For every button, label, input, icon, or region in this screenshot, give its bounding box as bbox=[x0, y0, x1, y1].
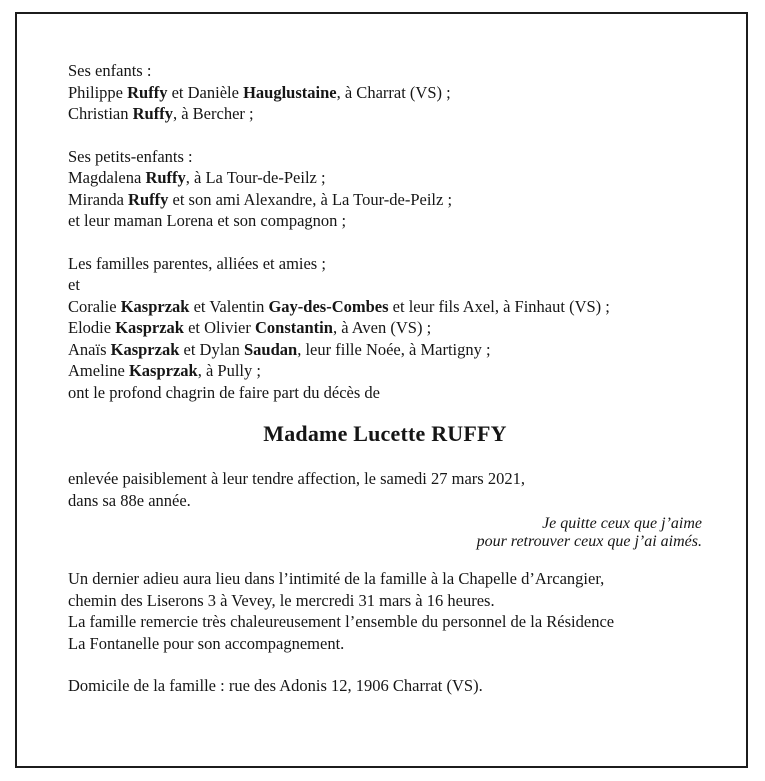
notice-line bbox=[68, 468, 702, 490]
notice-text: Un dernier adieu aura lieu dans l’intimité de la famille à la Chapelle d’Arcangier, bbox=[68, 569, 605, 588]
notice-text: enlevée paisiblement à leur tendre affection, le samedi 27 mars 2021, bbox=[68, 469, 525, 488]
notice-text: Ses enfants : bbox=[68, 61, 152, 80]
notice-line bbox=[68, 274, 702, 296]
notice-text: Anaïs bbox=[68, 339, 111, 359]
notice-text: , à La Tour-de-Peilz ; bbox=[185, 168, 326, 187]
notice-line bbox=[68, 611, 702, 633]
surname-bold-text: Kasprzak bbox=[110, 339, 180, 359]
notice-text: chemin des Liserons 3 à Vevey, le mercredi 31 mars à 16 heures. bbox=[68, 590, 495, 610]
notice-text: Magdalena bbox=[68, 168, 146, 187]
notice-text: , leur fille Noée, à Martigny ; bbox=[297, 339, 491, 359]
quote-line: pour retrouver ceux que j’ai aimés. bbox=[476, 533, 702, 550]
notice-text: Domicile de la famille : rue des Adonis 12, 1906 Charrat (VS). bbox=[68, 676, 483, 695]
surname-bold-text: Gay-des-Combes bbox=[268, 296, 389, 316]
notice-text: La Fontanelle pour son accompagnement. bbox=[68, 633, 345, 653]
notice-text: Philippe bbox=[68, 82, 128, 102]
notice-line bbox=[68, 189, 702, 211]
notice-line bbox=[68, 82, 702, 104]
surname-bold-text: Kasprzak bbox=[115, 318, 184, 337]
notice-line bbox=[68, 317, 702, 339]
notice-text: Ses petits-enfants : bbox=[68, 146, 193, 166]
notice-text: et son ami Alexandre, à La Tour-de-Peilz ; bbox=[168, 189, 453, 209]
notice-line bbox=[68, 103, 702, 125]
surname-bold-text: Ruffy bbox=[145, 168, 186, 187]
deceased-name-title: Madame Lucette RUFFY bbox=[263, 421, 507, 446]
notice-text: ont le profond chagrin de faire part du décès de bbox=[68, 382, 380, 402]
notice-text: et leur maman Lorena et son compagnon ; bbox=[68, 211, 347, 230]
notice-text: , à Bercher ; bbox=[172, 104, 254, 123]
notice-line bbox=[68, 210, 702, 232]
notice-line bbox=[68, 490, 702, 512]
notice-text: , à Charrat (VS) ; bbox=[336, 82, 451, 102]
quote-line: Je quitte ceux que j’aime bbox=[542, 515, 702, 532]
surname-bold-text: Kasprzak bbox=[120, 296, 190, 316]
notice-text: , à Aven (VS) ; bbox=[332, 318, 432, 337]
notice-text: et Dylan bbox=[179, 339, 244, 359]
notice-line bbox=[68, 296, 702, 318]
notice-text: et leur fils Axel, à Finhaut (VS) ; bbox=[388, 296, 610, 316]
death-notice-page bbox=[15, 12, 748, 768]
section-ceremony bbox=[68, 568, 702, 654]
notice-text: , à Pully ; bbox=[197, 361, 261, 380]
notice-line bbox=[68, 382, 702, 404]
section-children bbox=[68, 60, 702, 125]
memorial-quote bbox=[68, 515, 702, 551]
notice-line bbox=[68, 568, 702, 590]
notice-content bbox=[17, 14, 746, 697]
surname-bold-text: Ruffy bbox=[127, 82, 168, 102]
surname-bold-text: Saudan bbox=[244, 339, 298, 359]
notice-text: Christian bbox=[68, 104, 133, 123]
notice-line bbox=[68, 675, 702, 697]
notice-text: Les familles parentes, alliées et amies ; bbox=[68, 253, 326, 273]
notice-text: et Olivier bbox=[183, 318, 255, 337]
surname-bold-text: Ruffy bbox=[128, 189, 169, 209]
surname-bold-text: Kasprzak bbox=[128, 361, 198, 380]
section-families bbox=[68, 253, 702, 404]
notice-line bbox=[68, 339, 702, 361]
notice-text: La famille remercie très chaleureusement l’ensemble du personnel de la Résidence bbox=[68, 612, 615, 631]
notice-text: dans sa 88e année. bbox=[68, 490, 191, 510]
section-passing bbox=[68, 468, 702, 511]
notice-text: Ameline bbox=[68, 361, 129, 380]
notice-line bbox=[68, 590, 702, 612]
section-grandchildren bbox=[68, 146, 702, 232]
notice-line bbox=[68, 360, 702, 382]
surname-bold-text: Constantin bbox=[255, 318, 333, 337]
surname-bold-text: Hauglustaine bbox=[243, 82, 337, 102]
notice-text: Coralie bbox=[68, 296, 121, 316]
section-domicile bbox=[68, 675, 702, 697]
notice-line bbox=[68, 633, 702, 655]
notice-line bbox=[68, 253, 702, 275]
notice-text: et bbox=[68, 275, 80, 294]
notice-line bbox=[68, 146, 702, 168]
notice-text: Miranda bbox=[68, 189, 129, 209]
notice-text: et Valentin bbox=[189, 296, 269, 316]
surname-bold-text: Ruffy bbox=[132, 104, 173, 123]
notice-line bbox=[68, 60, 702, 82]
notice-text: et Danièle bbox=[167, 82, 244, 102]
notice-line bbox=[68, 167, 702, 189]
notice-text: Elodie bbox=[68, 318, 116, 337]
